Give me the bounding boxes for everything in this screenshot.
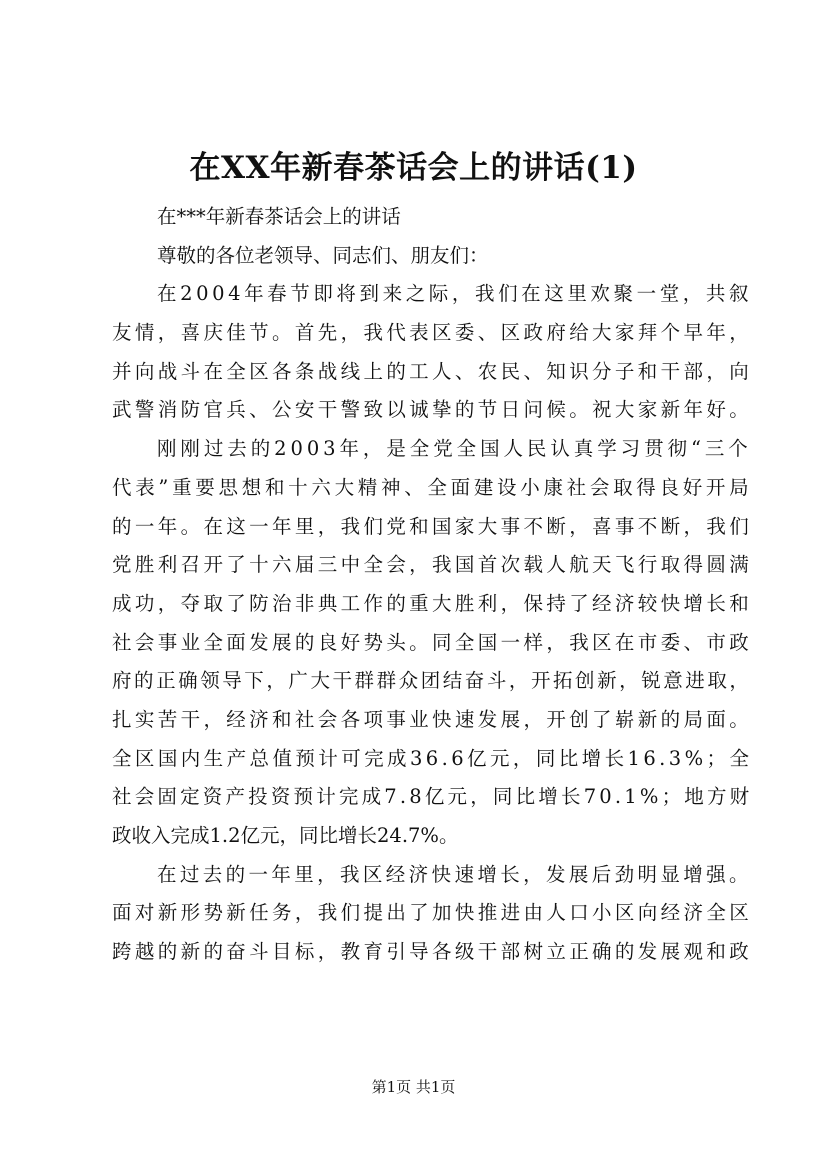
- text-line: 府的正确领导下，广大干群群众团结奋斗，开拓创新，锐意进取，: [112, 669, 752, 693]
- text-line: 在2004年春节即将到来之际，我们在这里欢聚一堂，共叙: [157, 282, 753, 306]
- text-line: 跨越的新的奋斗目标，教育引导各级干部树立正确的发展观和政: [112, 940, 753, 964]
- text-line: 政收入完成1.2亿元，同比增长24.7%。: [112, 824, 459, 847]
- page-footer: 第1页 共1页: [371, 1078, 456, 1096]
- text-line: 武警消防官兵、公安干警致以诚挚的节日问候。祝大家新年好。: [112, 398, 753, 422]
- text-line: 扎实苦干，经济和社会各项事业快速发展，开创了崭新的局面。: [112, 707, 753, 731]
- text-line: 并向战斗在全区各条战线上的工人、农民、知识分子和干部，向: [112, 359, 753, 383]
- text-line: 面对新形势新任务，我们提出了加快推进由人口小区向经济全区: [112, 901, 753, 925]
- text-line: 在***年新春茶话会上的讲话: [157, 205, 401, 228]
- text-line: 成功，夺取了防治非典工作的重大胜利，保持了经济较快增长和: [112, 591, 753, 615]
- text-line: 的一年。在这一年里，我们党和国家大事不断，喜事不断，我们: [112, 514, 753, 538]
- text-line: 在过去的一年里，我区经济快速增长，发展后劲明显增强。: [157, 862, 752, 886]
- text-line: 代表”重要思想和十六大精神、全面建设小康社会取得良好开局: [112, 475, 753, 499]
- document-title: 在XX年新春茶话会上的讲话(1): [189, 150, 638, 186]
- text-line: 尊敬的各位老领导、同志们、朋友们：: [157, 243, 489, 267]
- text-line: 社会事业全面发展的良好势头。同全国一样，我区在市委、市政: [112, 630, 753, 654]
- text-line: 党胜利召开了十六届三中全会，我国首次载人航天飞行取得圆满: [112, 553, 753, 577]
- text-line: 刚刚过去的2003年，是全党全国人民认真学习贯彻“三个: [157, 437, 752, 461]
- text-line: 全区国内生产总值预计可完成36.6亿元，同比增长16.3%；全: [112, 746, 753, 770]
- document-body: [112, 198, 752, 972]
- text-line: 友情，喜庆佳节。首先，我代表区委、区政府给大家拜个早年，: [112, 321, 753, 345]
- text-line: 社会固定资产投资预计完成7.8亿元，同比增长70.1%；地方财: [112, 785, 753, 809]
